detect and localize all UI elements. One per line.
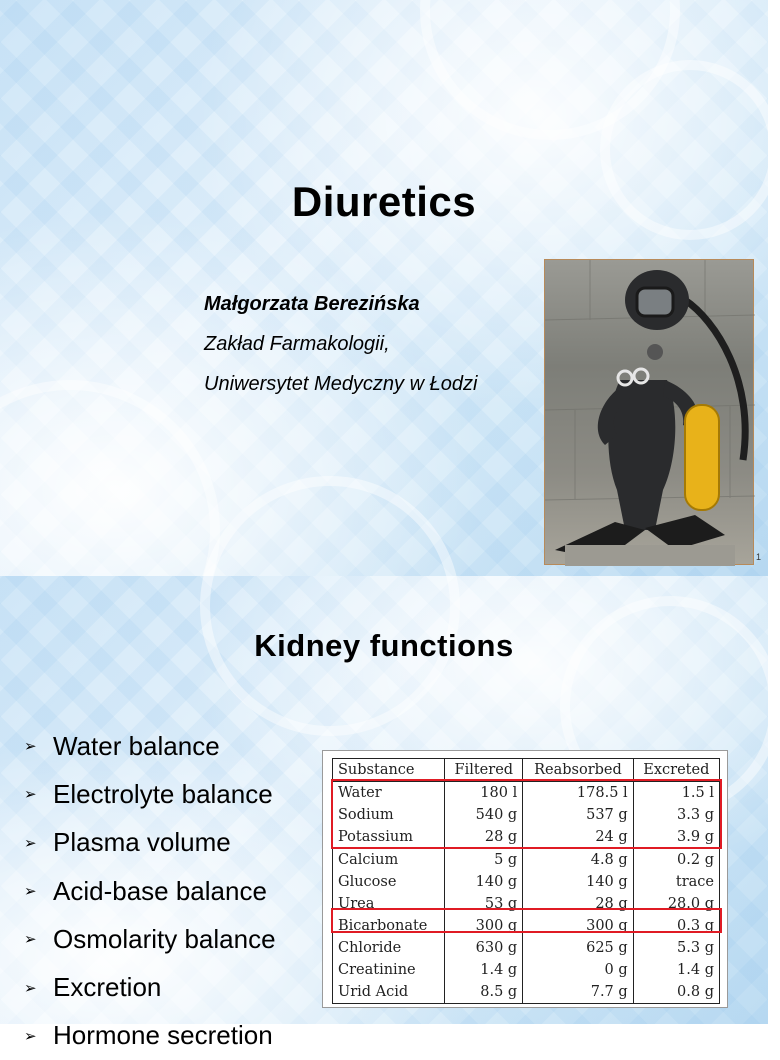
- substance-name-cell: Glucose: [338, 874, 397, 890]
- table-row: [333, 981, 720, 1004]
- bullet-text: Acid-base balance: [53, 875, 267, 906]
- slide-kidney-functions: [0, 576, 768, 1051]
- arrow-bullet-icon: ➢: [24, 931, 37, 949]
- arrow-bullet-icon: ➢: [24, 738, 37, 756]
- substance-name-cell: Chloride: [338, 940, 402, 956]
- bullet-text: Plasma volume: [53, 827, 231, 858]
- value-cell: 1.4 g: [445, 959, 523, 981]
- value-cell: 7.7 g: [523, 981, 633, 1004]
- column-header: Filtered: [445, 759, 523, 782]
- value-cell: 0.2 g: [633, 849, 719, 872]
- value-cell: 300 g: [445, 915, 523, 937]
- value-cell: 625 g: [523, 937, 633, 959]
- value-cell: 8.5 g: [445, 981, 523, 1004]
- value-cell: 178.5 l: [523, 782, 633, 805]
- bullet-item: [24, 819, 276, 867]
- highlight-box-bicarbonate: [331, 908, 722, 933]
- author-department: Zakład Farmakologii,: [204, 333, 390, 355]
- value-cell: 537 g: [523, 804, 633, 826]
- arrow-bullet-icon: ➢: [24, 979, 37, 997]
- bullet-list: [24, 722, 276, 1060]
- value-cell: 0.3 g: [633, 915, 719, 937]
- highlight-box-water-sodium-potassium: [331, 779, 722, 849]
- column-header: Reabsorbed: [523, 759, 633, 782]
- value-cell: 5 g: [445, 849, 523, 872]
- table-row: [333, 959, 720, 981]
- author-name: Małgorzata Berezińska: [204, 293, 420, 315]
- substance-name-cell: Urea: [338, 896, 375, 912]
- column-header: Substance: [333, 759, 445, 782]
- bullet-text: Hormone secretion: [53, 1020, 273, 1051]
- value-cell: 1.4 g: [633, 959, 719, 981]
- bullet-text: Electrolyte balance: [53, 778, 273, 809]
- bullet-text: Water balance: [53, 730, 220, 761]
- value-cell: 140 g: [445, 871, 523, 893]
- slide-heading: Kidney functions: [254, 628, 514, 663]
- value-cell: 28 g: [445, 826, 523, 849]
- substance-name-cell: Sodium: [338, 807, 394, 823]
- bullet-item: [24, 867, 276, 915]
- table-row: [333, 871, 720, 893]
- bullet-text: Osmolarity balance: [53, 923, 276, 954]
- slide-title-heading: Diuretics: [291, 178, 477, 225]
- bullet-item: [24, 1012, 276, 1060]
- value-cell: 180 l: [445, 782, 523, 805]
- value-cell: 3.3 g: [633, 804, 719, 826]
- value-cell: 540 g: [445, 804, 523, 826]
- author-block: [204, 290, 477, 410]
- value-cell: 4.8 g: [523, 849, 633, 872]
- column-header: Excreted: [633, 759, 719, 782]
- arrow-bullet-icon: ➢: [24, 1027, 37, 1045]
- diver-statue-illustration: [545, 260, 755, 566]
- bullet-text: Excretion: [53, 972, 162, 1003]
- table-row: [333, 849, 720, 872]
- bullet-item: [24, 770, 276, 818]
- substance-name-cell: Bicarbonate: [338, 918, 428, 934]
- value-cell: 300 g: [523, 915, 633, 937]
- bullet-item: [24, 915, 276, 963]
- substance-name-cell: Potassium: [333, 826, 445, 849]
- page-number: 1: [756, 552, 762, 562]
- author-university: Uniwersytet Medyczny w Łodzi: [204, 373, 478, 395]
- decorative-ring: [200, 476, 460, 736]
- value-cell: 53 g: [445, 893, 523, 915]
- table-row: [333, 937, 720, 959]
- value-cell: 5.3 g: [633, 937, 719, 959]
- value-cell: 140 g: [523, 871, 633, 893]
- substance-name-cell: Calcium: [338, 852, 399, 868]
- bullet-item: [24, 722, 276, 770]
- value-cell: 28 g: [523, 893, 633, 915]
- arrow-bullet-icon: ➢: [24, 834, 37, 852]
- statue-diver-photo: [544, 259, 754, 565]
- substance-name-cell: Urid Acid: [333, 981, 445, 1004]
- substance-table-panel: [322, 750, 728, 1008]
- arrow-bullet-icon: ➢: [24, 786, 37, 804]
- value-cell: 24 g: [523, 826, 633, 849]
- substance-name-cell: Creatinine: [338, 962, 416, 978]
- bullet-item: [24, 963, 276, 1011]
- value-cell: 0 g: [523, 959, 633, 981]
- value-cell: 1.5 l: [633, 782, 719, 805]
- value-cell: 630 g: [445, 937, 523, 959]
- value-cell: 28.0 g: [633, 893, 719, 915]
- substance-name-cell: Water: [338, 785, 382, 801]
- value-cell: trace: [633, 871, 719, 893]
- value-cell: 3.9 g: [633, 826, 719, 849]
- value-cell: 0.8 g: [633, 981, 719, 1004]
- arrow-bullet-icon: ➢: [24, 883, 37, 901]
